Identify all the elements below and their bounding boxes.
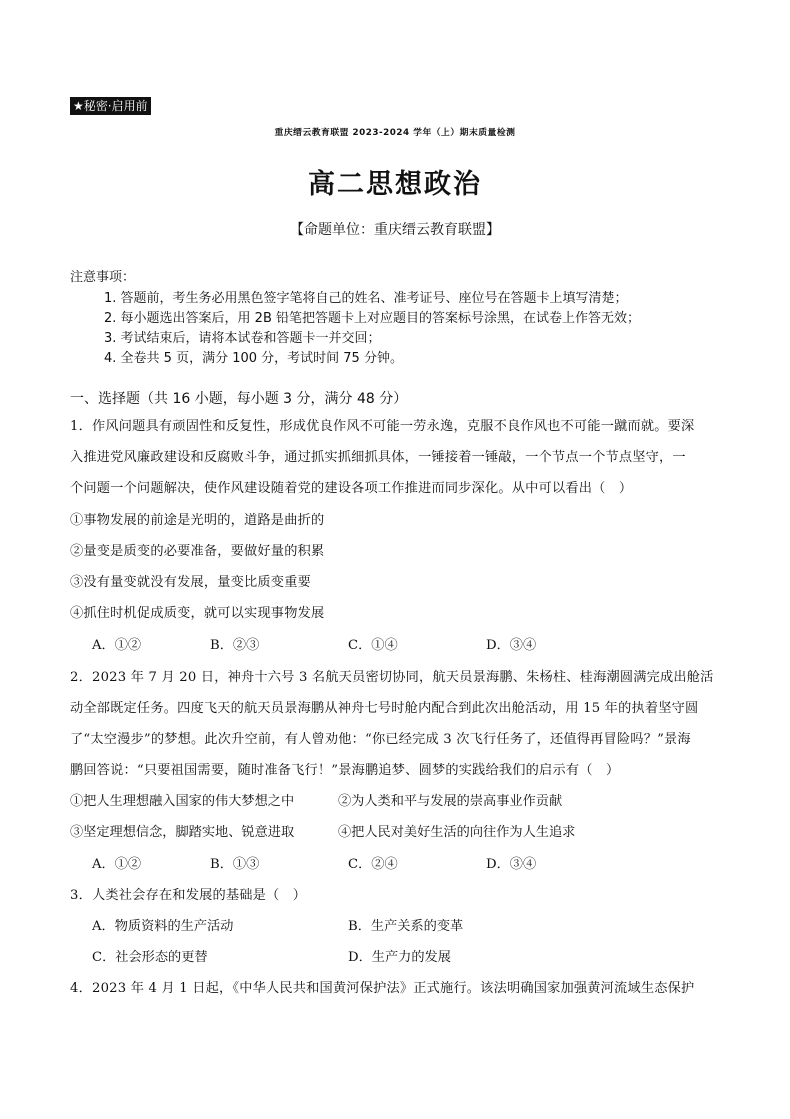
question-2-line: 动全部既定任务。四度飞天的航天员景海鹏从神舟七号时舱内配合到此次出舱活动，用 15 年的执着坚守圆 — [70, 701, 699, 716]
secret-label: ★秘密·启用前 — [70, 97, 151, 115]
question-2-choice-c: C．②④ — [348, 857, 398, 872]
question-3-choice-c: C．社会形态的更替 — [92, 950, 208, 965]
note-item: 2. 每小题选出答案后，用 2B 铅笔把答题卡上对应题目的答案标号涂黑，在试卷上作答无效； — [104, 311, 640, 326]
note-item: 4. 全卷共 5 页，满分 100 分，考试时间 75 分钟。 — [104, 351, 403, 366]
question-1-option: ③没有量变就没有发展，量变比质变重要 — [70, 575, 311, 590]
question-2-line: 了“太空漫步”的梦想。此次升空前，有人曾劝他：“你已经完成 3 次飞行任务了，还值得再冒险吗？”景海 — [70, 732, 691, 747]
question-2-option: ②为人类和平与发展的崇高事业作贡献 — [338, 794, 563, 809]
question-3-choice-b: B．生产关系的变革 — [348, 919, 464, 934]
question-1-option: ②量变是质变的必要准备，要做好量的积累 — [70, 544, 325, 559]
section-heading: 一、选择题（共 16 小题，每小题 3 分，满分 48 分） — [70, 391, 408, 407]
note-item: 3. 考试结束后，请将本试卷和答题卡一并交回； — [104, 331, 381, 346]
question-1-line: 个问题一个问题解决，使作风建设随着党的建设各项工作推进而同步深化。从中可以看出（ ） — [70, 481, 633, 496]
question-2-line: 2．2023 年 7 月 20 日，神舟十六号 3 名航天员密切协同，航天员景海鹏、朱杨柱、桂海潮圆满完成出舱活 — [70, 670, 714, 685]
question-1-choice-c: C．①④ — [348, 638, 398, 653]
issuing-unit: 【命题单位：重庆缙云教育联盟】 — [290, 222, 500, 238]
question-3-choice-d: D．生产力的发展 — [348, 950, 451, 965]
question-2-choice-d: D．③④ — [486, 857, 537, 872]
question-3-choice-a: A．物质资料的生产活动 — [92, 919, 234, 934]
subject-title: 高二思想政治 — [308, 169, 482, 200]
exam-title: 重庆缙云教育联盟 2023-2024 学年（上）期末质量检测 — [274, 128, 516, 138]
question-1-choice-b: B．②③ — [210, 638, 260, 653]
note-item: 1. 答题前，考生务必用黑色签字笔将自己的姓名、准考证号、座位号在答题卡上填写清楚； — [104, 291, 628, 306]
question-1-choice-a: A．①② — [92, 638, 142, 653]
question-1-option: ①事物发展的前途是光明的，道路是曲折的 — [70, 513, 325, 528]
question-1-option: ④抓住时机促成质变，就可以实现事物发展 — [70, 606, 325, 621]
notes-title: 注意事项： — [70, 270, 136, 285]
question-2-choice-b: B．①③ — [210, 857, 260, 872]
question-2-option: ③坚定理想信念，脚踏实地、锐意进取 — [70, 825, 295, 840]
question-4-line: 4．2023 年 4 月 1 日起，《中华人民共和国黄河保护法》正式施行。该法明确国家加强黄河流域生态保护 — [70, 981, 695, 996]
question-2-option: ④把人民对美好生活的向往作为人生追求 — [338, 825, 576, 840]
question-1-choice-d: D．③④ — [486, 638, 537, 653]
question-1-line: 1．作风问题具有顽固性和反复性，形成优良作风不可能一劳永逸，克服不良作风也不可能一蹴而就。要深 — [70, 419, 695, 434]
question-2-option: ①把人生理想融入国家的伟大梦想之中 — [70, 794, 295, 809]
question-2-line: 鹏回答说：“只要祖国需要，随时准备飞行！”景海鹏追梦、圆梦的实践给我们的启示有（ ） — [70, 763, 620, 778]
question-2-choice-a: A．①② — [92, 857, 142, 872]
question-3-line: 3．人类社会存在和发展的基础是（ ） — [70, 888, 307, 903]
question-1-line: 入推进党风廉政建设和反腐败斗争，通过抓实抓细抓具体，一锤接着一锤敲，一个节点一个节点坚守，一 — [70, 450, 686, 465]
